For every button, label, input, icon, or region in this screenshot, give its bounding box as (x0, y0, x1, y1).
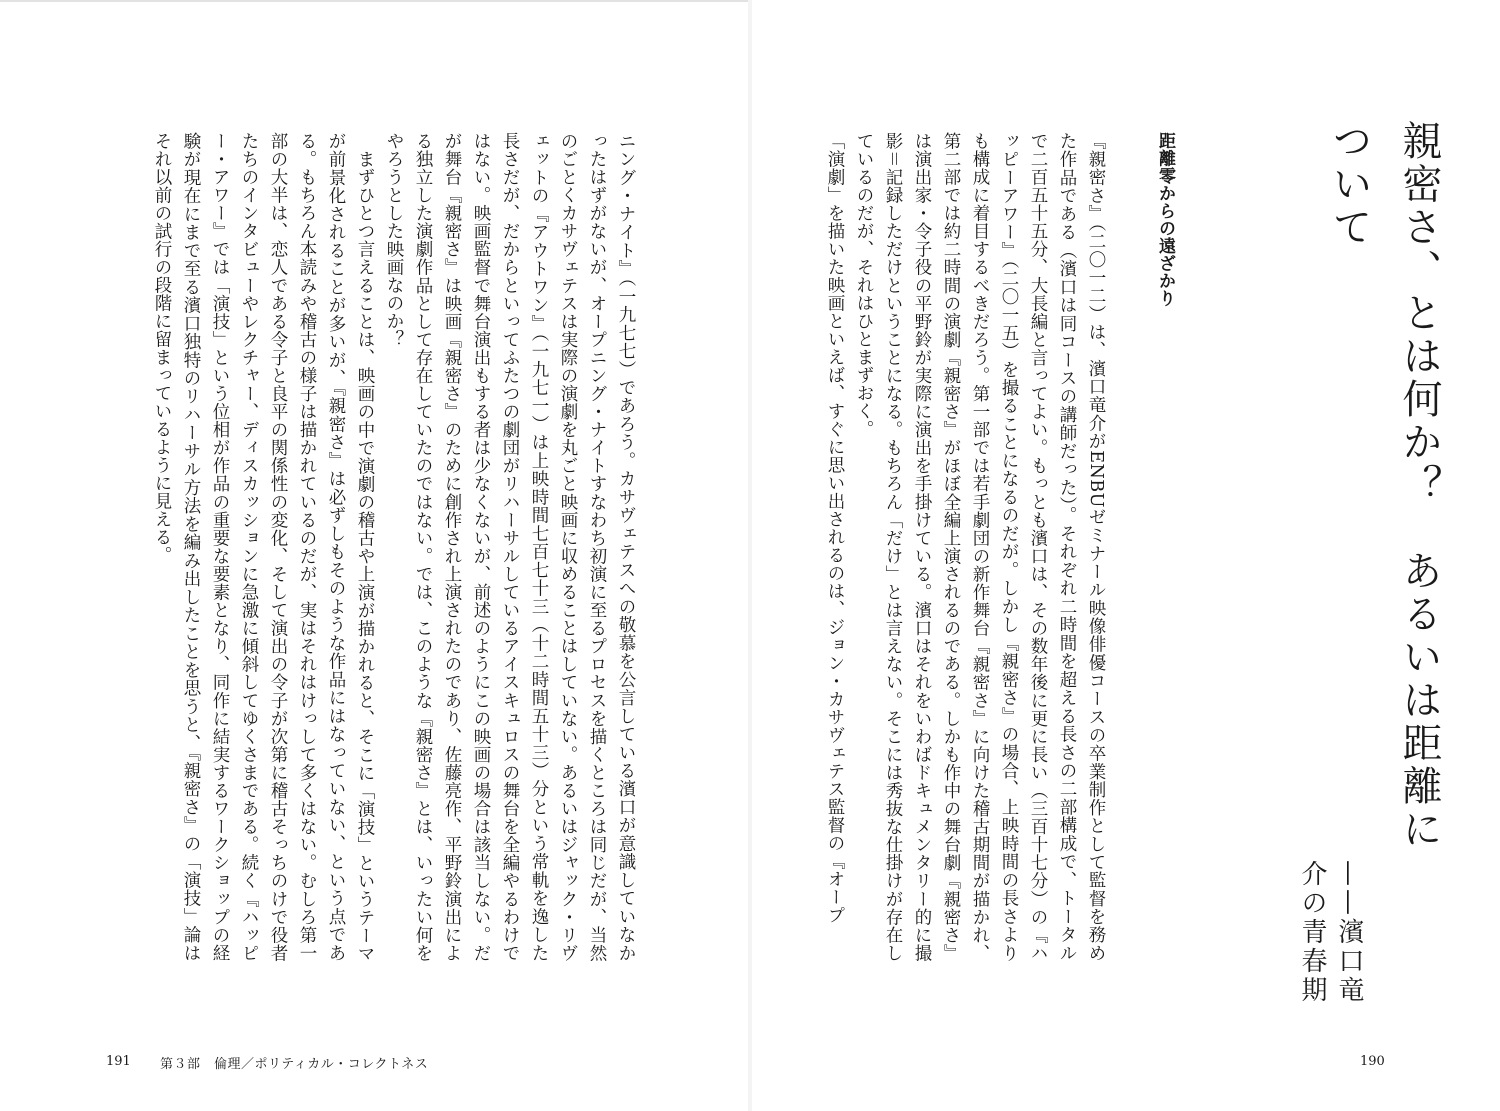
section-heading: 距離零からの遠ざかり (1155, 132, 1175, 307)
paragraph: 「演劇」を描いた映画といえば、すぐに思い出されるのは、ジョン・カサヴェテス監督の『オープ (825, 132, 845, 924)
running-head: 第３部 倫理／ポリティカル・コレクトネス (160, 1057, 429, 1072)
right-page (752, 0, 1500, 1111)
page-number: 190 (1360, 1054, 1385, 1069)
paragraph: 『親密さ』（二〇一二）は、濱口竜介がENBUゼミナール映像俳優コースの卒業制作として監督を務めた作品である（濱口は同コースの講師だった）。それぞれ二時間を超える長さの二部構成で、トータルで二百五十五分、大長編と言ってよい。もっとも濱口は、その数年後に更に長い（三百十七分）の『ハッピーアワー』（二〇一五）を撮ることになるのだが。しかし『親密さ』の場合、上映時間の長さよりも構成に着目するべきだろう。第一部では若手劇団の新作舞台『親密さ』に向けた稽古期間が描かれ、第二部では約二時間の演劇『親密さ』がほぼ全編上演されるのである。しかも作中の舞台劇『親密さ』は演出家・令子役の平野鈴が実際に演出を手掛けている。濱口はそれをいわばドキュメンタリー的に撮影＝記録しただけということになる。もちろん「だけ」とは言えない。そこには秀抜な仕掛けが存在しているのだが、それはひとまずおく。 (854, 132, 1106, 963)
left-body-text (100, 132, 640, 962)
right-body-text (825, 132, 1110, 963)
left-page (0, 0, 748, 1111)
page-number: 191 (106, 1054, 131, 1069)
chapter-title: 親密さ、とは何か？ あるいは距離について (1326, 120, 1442, 851)
paragraph: ニング・ナイト』（一九七七）であろう。カサヴェテスへの敬慕を公言している濱口が意識していなかったはずがないが、オープニング・ナイトすなわち初演に至るプロセスを描くところは同じだが、当然のごとくカサヴェテスは実際の演劇を丸ごと映画に収めることはしていない。あるいはジャック・リヴェットの『アウトワン』（一九七一）は上映時間七百七十三（十二時間五十三）分という常軌を逸した長さだが、だからといってふたつの劇団がリハーサルしているアイスキュロスの舞台を全編やるわけではない。映画監督で舞台演出もする者は少なくないが、前述のようにこの映画の場合は該当しない。だが舞台『親密さ』は映画『親密さ』のために創作され上演されたのであり、佐藤亮作、平野鈴演出による独立した演劇作品として存在していたのではない。では、このような『親密さ』とは、いったい何をやろうとした映画なのか？ (384, 132, 636, 963)
chapter-subtitle: ——濱口竜介の青春期 (1297, 860, 1364, 1005)
paragraph: まずひとつ言えることは、映画の中で演劇の稽古や上演が描かれると、そこに「演技」というテーマが前景化されることが多いが、『親密さ』は必ずしもそのような作品にはなっていない、という点である。もちろん本読みや稽古の様子は描かれているのだが、実はそれはけっして多くはない。むしろ第一部の大半は、恋人である令子と良平の関係性の変化、そして演出の令子が次第に稽古そっちのけで役者たちのインタビューやレクチャー、ディスカッションに急激に傾斜してゆくさまである。続く『ハッピー・アワー』では「演技」という位相が作品の重要な要素となり、同作に結実するワークショップの経験が現在にまで至る濱口独特のリハーサル方法を編み出したことを思うと、『親密さ』の「演技」論はそれ以前の試行の段階に留まっているように見える。 (152, 132, 375, 963)
